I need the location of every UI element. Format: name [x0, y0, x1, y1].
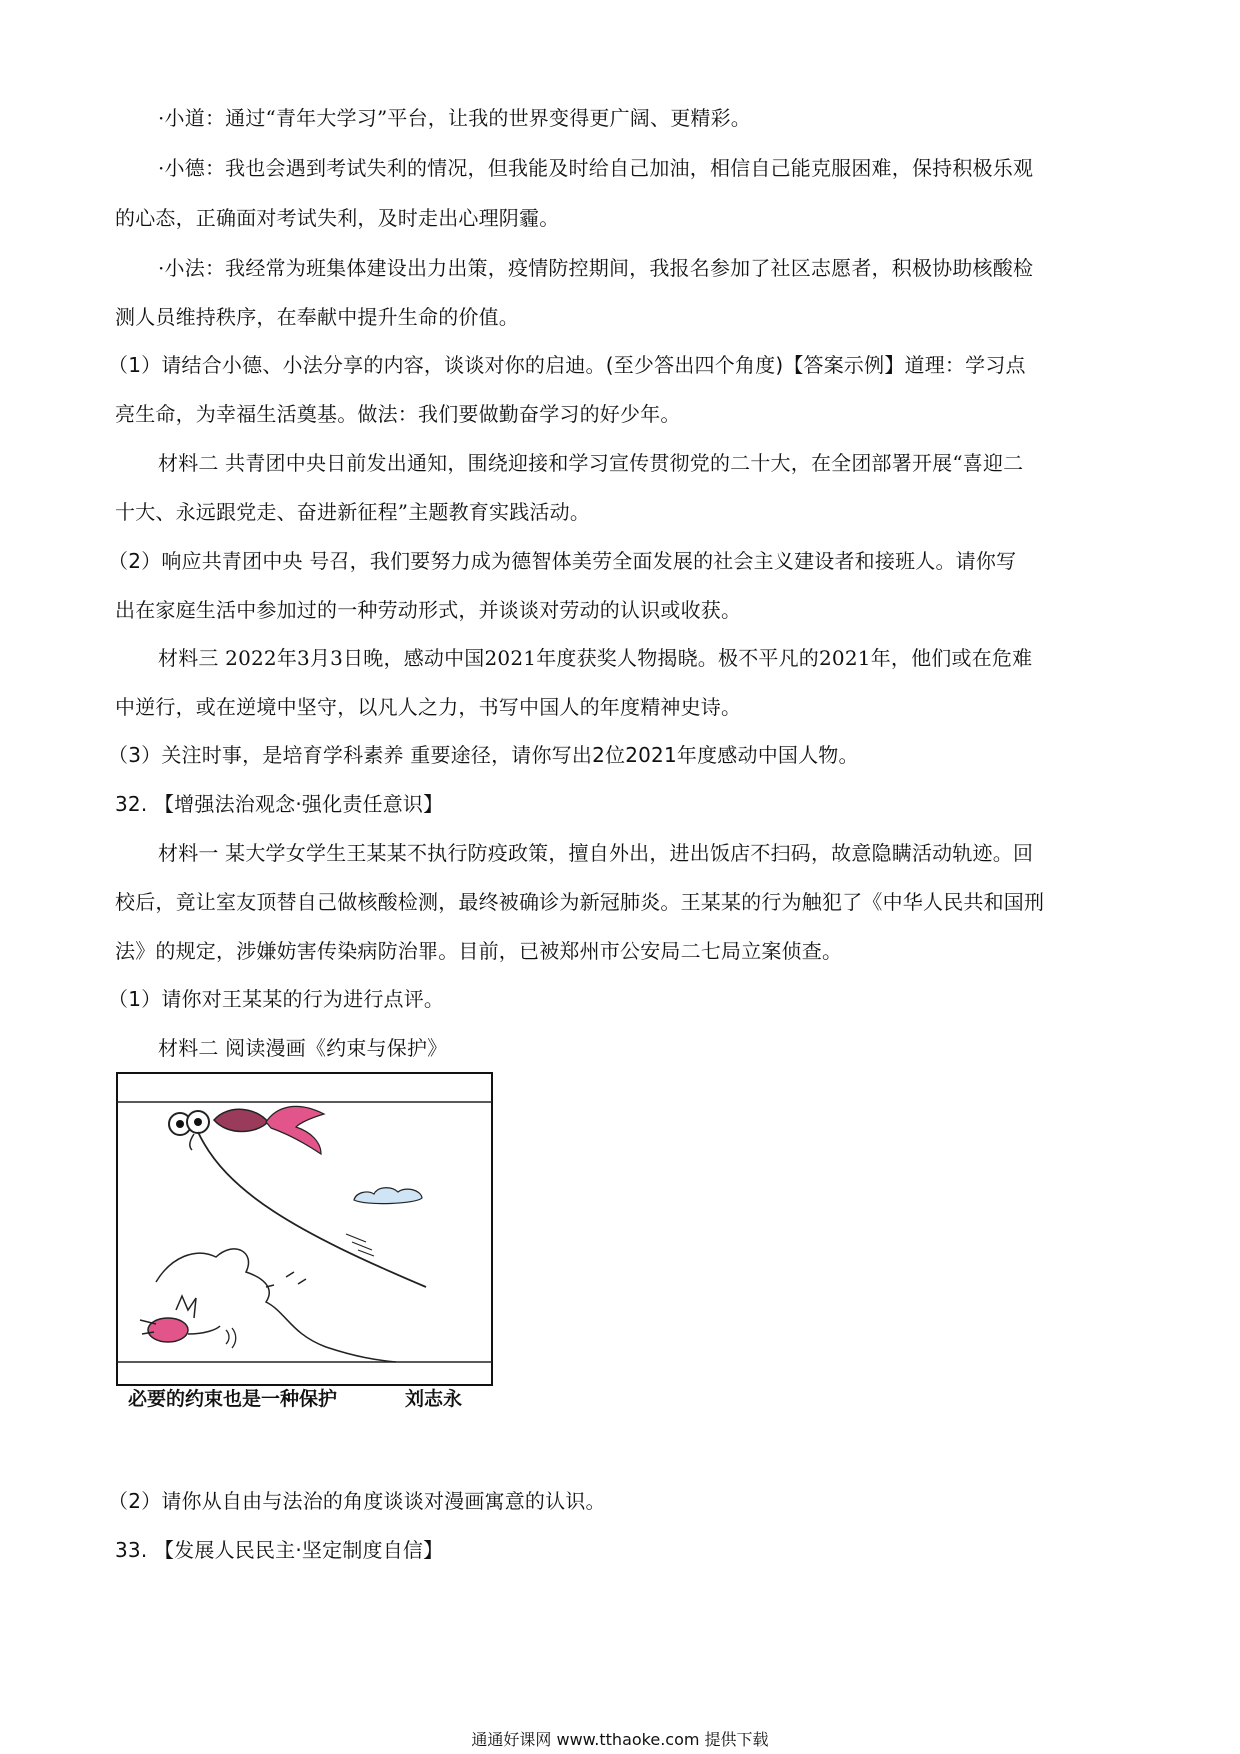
section-32-material-2: 材料二 阅读漫画《约束与保护》	[158, 1036, 448, 1060]
section-32-material-1-cont2: 法》的规定，涉嫌妨害传染病防治罪。目前，已被郑州市公安局二七局立案侦查。	[115, 939, 843, 963]
section-32-question-1: （1）请你对王某某的行为进行点评。	[108, 987, 445, 1011]
paragraph-xiaofa-cont: 测人员维持秩序，在奉献中提升生命的价值。	[115, 305, 519, 329]
kite-string	[198, 1132, 426, 1287]
cartoon-author: 刘志永	[405, 1388, 463, 1410]
goldfish-kite	[169, 1106, 324, 1154]
question-1-cont: 亮生命，为幸福生活奠基。做法：我们要做勤奋学习的好少年。	[115, 402, 681, 426]
question-2-cont: 出在家庭生活中参加过的一种劳动形式，并谈谈对劳动的认识或收获。	[115, 598, 742, 622]
fallen-fish	[140, 1296, 236, 1348]
cartoon-image	[116, 1072, 496, 1397]
page-footer: 通通好课网 www.tthaoke.com 提供下载	[471, 1730, 769, 1749]
cloud-icon	[354, 1188, 422, 1204]
paragraph-xiaodao: ·小道：通过“青年大学习”平台，让我的世界变得更广阔、更精彩。	[158, 106, 752, 130]
section-32-heading: 32. 【增强法治观念·强化责任意识】	[115, 792, 444, 816]
question-1: （1）请结合小德、小法分享的内容，谈谈对你的启迪。(至少答出四个角度)【答案示例】道理：学习点	[108, 353, 1026, 377]
material-2-cont: 十大、永远跟党走、奋进新征程”主题教育实践活动。	[115, 500, 591, 524]
paragraph-xiaode-cont: 的心态，正确面对考试失利，及时走出心理阴霾。	[115, 206, 560, 230]
section-32-material-1-cont: 校后，竟让室友顶替自己做核酸检测，最终被确诊为新冠肺炎。王某某的行为触犯了《中华人民共和国刑	[115, 890, 1045, 914]
section-32-material-1: 材料一 某大学女学生王某某不执行防疫政策，擅自外出，进出饭店不扫码，故意隐瞒活动轨迹。回	[158, 841, 1034, 865]
cartoon-caption: 必要的约束也是一种保护	[128, 1388, 338, 1410]
cartoon-drawing	[116, 1072, 496, 1397]
paragraph-xiaofa: ·小法：我经常为班集体建设出力出策，疫情防控期间，我报名参加了社区志愿者，积极协助核酸检	[158, 256, 1034, 280]
section-32-question-2: （2）请你从自由与法治的角度谈谈对漫画寓意的认识。	[108, 1489, 606, 1513]
question-2: （2）响应共青团中央 号召，我们要努力成为德智体美劳全面发展的社会主义建设者和接班人。请你写	[108, 549, 1017, 573]
material-2: 材料二 共青团中央日前发出通知，围绕迎接和学习宣传贯彻党的二十大，在全团部署开展“喜迎二	[158, 451, 1024, 475]
paragraph-xiaode: ·小德：我也会遇到考试失利的情况，但我能及时给自己加油，相信自己能克服困难，保持积极乐观	[158, 156, 1034, 180]
question-3: （3）关注时事，是培育学科素养 重要途径，请你写出2位2021年度感动中国人物。	[108, 743, 859, 767]
material-3-cont: 中逆行，或在逆境中坚守，以凡人之力，书写中国人的年度精神史诗。	[115, 695, 742, 719]
wind-line	[156, 1249, 396, 1362]
material-3: 材料三 2022年3月3日晚，感动中国2021年度获奖人物揭晓。极不平凡的2021年，他们或在危难	[158, 646, 1033, 670]
section-33-heading: 33. 【发展人民民主·坚定制度自信】	[115, 1538, 444, 1562]
